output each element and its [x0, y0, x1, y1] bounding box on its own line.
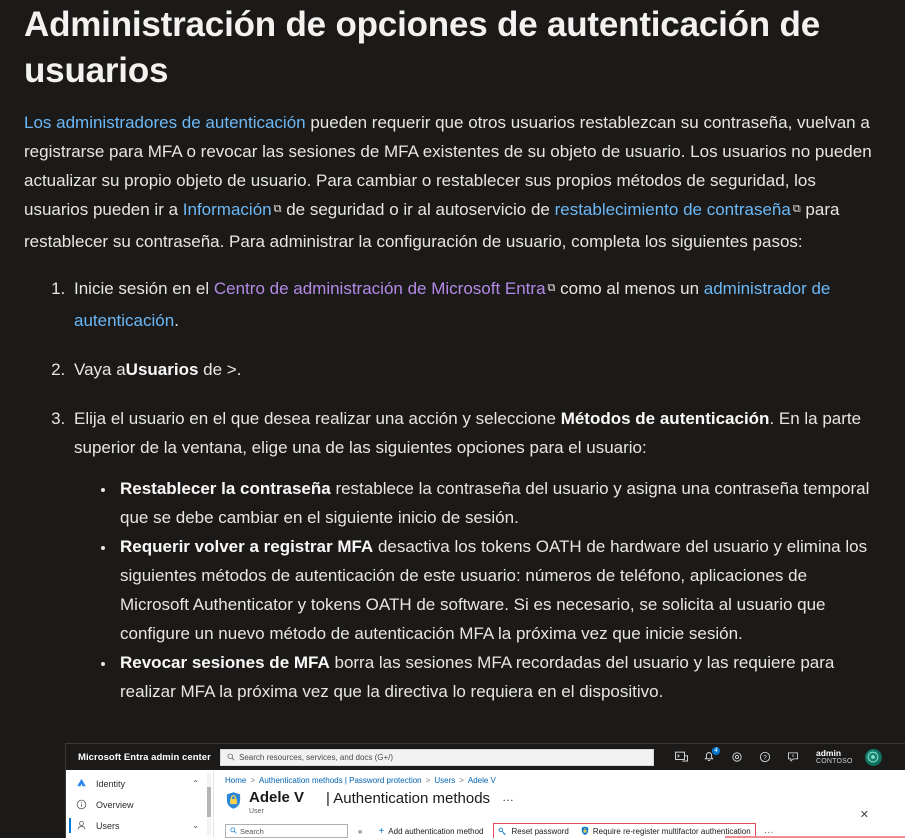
link-authentication-administrator-role[interactable]: administrador de autenticación	[74, 279, 831, 330]
avatar[interactable]	[865, 749, 882, 766]
list-item	[116, 474, 879, 532]
breadcrumb-item-adele-v[interactable]: Adele V	[467, 776, 496, 785]
external-link-icon: ⧉	[273, 203, 282, 215]
search-placeholder: Search	[240, 826, 264, 836]
breadcrumb-item-authentication-methods[interactable]: Authentication methods | Password protection	[259, 776, 422, 785]
chevron-up-icon[interactable]: ⌃	[192, 779, 199, 788]
global-search-input[interactable]	[220, 749, 654, 766]
step-2-bold: Usuarios	[125, 360, 199, 379]
feedback-icon[interactable]	[786, 750, 800, 764]
step-2-post: de >.	[198, 360, 242, 379]
entra-diamond-icon	[74, 778, 88, 789]
link-security-info[interactable]: Información	[182, 200, 272, 219]
list-item	[116, 648, 879, 706]
portal-sidebar	[66, 770, 214, 838]
bullet-2-bold: Requerir volver a registrar MFA	[120, 537, 374, 556]
svg-text:?: ?	[763, 754, 767, 762]
collapse-icon[interactable]: «	[358, 826, 363, 836]
user-type: User	[249, 808, 264, 815]
list-item	[116, 532, 879, 648]
person-icon	[74, 820, 88, 831]
chevron-down-icon[interactable]: ⌄	[192, 821, 199, 830]
bullet-3-bold: Revocar sesiones de MFA	[120, 653, 330, 672]
intro-paragraph	[24, 108, 879, 256]
add-method-label: Add authentication method	[388, 826, 484, 836]
user-name: Adele V	[249, 789, 305, 806]
highlighted-actions-group	[493, 823, 755, 838]
step-2-pre: Vaya a	[74, 360, 126, 379]
breadcrumb	[225, 770, 905, 785]
options-bullet-list	[74, 474, 879, 706]
bullet-1-bold: Restablecer la contraseña	[120, 479, 331, 498]
topbar-icons	[674, 750, 800, 764]
breadcrumb-separator: >	[425, 776, 431, 785]
breadcrumb-separator: >	[459, 776, 464, 785]
notifications-bell-icon[interactable]	[702, 750, 716, 764]
sidebar-item-overview[interactable]	[66, 794, 213, 815]
plus-icon: +	[378, 825, 385, 837]
search-input[interactable]	[225, 824, 348, 838]
require-reregister-mfa-button[interactable]	[581, 826, 751, 836]
breadcrumb-item-home[interactable]: Home	[225, 776, 247, 785]
bullet-1-text: restablece la contraseña del usuario y asigna una contraseña temporal que se debe cambiar en el siguiente inicio de sesión.	[120, 479, 870, 527]
step-3-bold: Métodos de autenticación	[560, 409, 770, 428]
sidebar-scrollbar[interactable]	[207, 773, 211, 835]
step-item-3	[70, 404, 879, 706]
breadcrumb-separator: >	[250, 776, 256, 785]
sidebar-item-label: Users	[96, 820, 120, 831]
require-reregister-label: Require re-register multifactor authentication	[592, 826, 751, 836]
add-authentication-method-button[interactable]	[378, 826, 483, 837]
step-1-mid: como al menos un	[555, 279, 704, 298]
sidebar-item-label: Overview	[96, 799, 134, 810]
sidebar-item-users[interactable]	[66, 815, 213, 836]
portal-body	[66, 770, 905, 838]
gear-icon[interactable]	[730, 750, 744, 764]
account-info[interactable]	[816, 749, 853, 765]
shield-lock-icon	[581, 826, 589, 836]
step-item-2	[70, 355, 879, 384]
blade-title: | Authentication methods	[326, 790, 491, 807]
step-3-post: . En la parte superior de la ventana, elige una de las siguientes opciones para el usuario:	[74, 409, 862, 457]
close-icon[interactable]: ✕	[859, 809, 869, 821]
portal-main	[214, 770, 905, 838]
cloud-shell-icon[interactable]	[674, 750, 688, 764]
toolbar-overflow-icon[interactable]: …	[763, 825, 775, 836]
portal-brand[interactable]: Microsoft Entra admin center	[78, 751, 211, 763]
help-question-icon[interactable]	[758, 750, 772, 764]
bullet-3-text: borra las sesiones MFA recordadas del usuario y las requiere para realizar MFA la próxima vez que la directiva lo requiera en el dispositivo.	[120, 653, 835, 701]
bullet-2-text: desactiva los tokens OATH de hardware del usuario y elimina los siguientes métodos de autenticación de este usuario: números de teléfono, aplicaciones de Microsoft Authenticator y tokens OATH de software. Si es necesario, se solicita al usuario que configure un nuevo método de autenticación MFA la próxima vez que inicie sesión.	[120, 537, 868, 643]
search-icon	[230, 827, 237, 836]
key-icon	[498, 827, 507, 836]
intro-text-1: pueden requerir que otros usuarios restablezcan su contraseña, vuelvan a registrarse para MFA o revocar las sesiones de MFA existentes de su objeto de usuario. Los usuarios no pueden actualizar su propio objeto de usuario. Para cambiar o restablecer sus propios métodos de seguridad, los usuarios pueden ir a	[24, 113, 872, 219]
step-3-pre: Elija el usuario en el que desea realizar una acción y seleccione	[74, 409, 561, 428]
global-search-placeholder: Search resources, services, and docs (G+/)	[239, 752, 394, 762]
account-name: admin	[816, 747, 842, 758]
blade-more-icon[interactable]: …	[502, 790, 516, 804]
portal-topbar	[66, 744, 905, 770]
intro-text-2: de seguridad o ir al autoservicio de	[281, 200, 555, 219]
step-1-pre: Inicie sesión en el	[74, 279, 214, 298]
notification-badge: 4	[712, 747, 720, 755]
link-password-reset[interactable]: restablecimiento de contraseña	[554, 200, 791, 219]
external-link-icon: ⧉	[792, 203, 801, 215]
sidebar-item-label: Identity	[96, 778, 126, 789]
external-link-icon: ⧉	[547, 282, 556, 294]
reset-password-label: Reset password	[511, 826, 569, 836]
user-shield-lock-icon	[225, 791, 242, 810]
page-title: Administración de opciones de autenticación de usuarios	[24, 5, 820, 90]
embedded-portal-screenshot	[66, 744, 905, 838]
blade-header	[225, 790, 905, 815]
sidebar-item-identity[interactable]	[66, 773, 213, 794]
account-tenant: CONTOSO	[816, 757, 853, 765]
link-entra-admin-center[interactable]: Centro de administración de Microsoft Entra	[213, 279, 546, 298]
info-circle-icon	[74, 799, 88, 810]
step-item-1	[70, 274, 879, 335]
search-icon	[227, 748, 235, 766]
link-authentication-administrators[interactable]: Los administradores de autenticación	[24, 113, 306, 132]
step-1-post: .	[174, 311, 179, 330]
steps-list	[24, 274, 879, 706]
breadcrumb-item-users[interactable]: Users	[434, 776, 456, 785]
intro-text-3: para restablecer su contraseña. Para administrar la configuración de usuario, completa los siguientes pasos:	[24, 200, 840, 251]
reset-password-button[interactable]	[498, 827, 568, 836]
